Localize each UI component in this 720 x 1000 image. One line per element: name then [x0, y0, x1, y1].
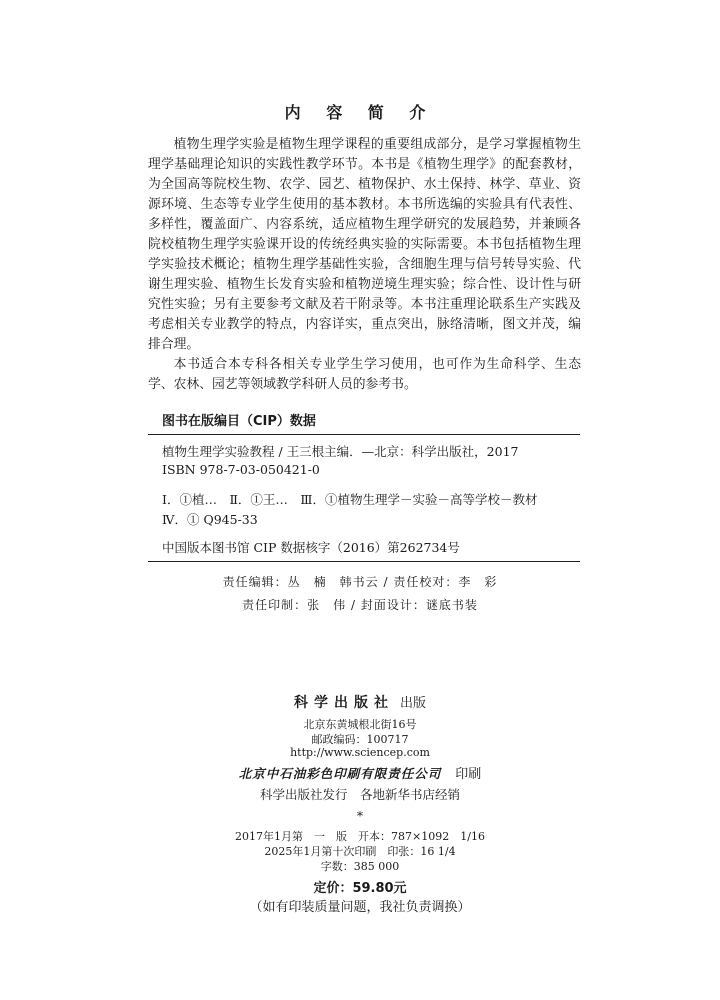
publisher-suffix: 出版 [399, 696, 426, 711]
cip-isbn-line: ISBN 978-7-03-050421-0 [162, 462, 320, 477]
intro-paragraph-1: 植物生理学实验是植物生理学课程的重要组成部分，是学习掌握植物生理学基础理论知识的实践性教学环节。本书是《植物生理学》的配套教材，为全国高等院校生物、农学、园艺、植物保护、水土保持、林学、草业、资源环境、生态等专业学生使用的基本教材。本书所选编的实验具有代表性、多样性，覆盖面广、内容系统，适应植物生理学研究的发展趋势，并兼顾各院校植物生理学实验课开设的传统经典实验的实际需要。本书包括植物生理学实验技术概论；植物生理学基础性实验，含细胞生理与信号转导实验、代谢生理实验、植物生长发育实验和植物逆境生理实验；综合性、设计性与研究性实验；另有主要参考文献及若干附录等。本书注重理论联系生产实践及考虑相关专业教学的特点，内容详实，重点突出，脉络清晰，图文并茂，编排合理。 [148, 137, 581, 352]
publisher-name: 科学出版社 [293, 695, 394, 711]
edition-line-1: 2017年1月第 一 版 开本：787×1092 1/16 [235, 830, 485, 843]
cip-top-rule [148, 434, 580, 435]
distribution-line: 科学出版社发行 各地新华书店经销 [259, 787, 460, 802]
publisher-website: http://www.sciencep.com [290, 746, 430, 759]
staff-line-2: 责任印制：张 伟 / 封面设计：谜底书装 [242, 598, 478, 612]
cip-heading: 图书在版编目（CIP）数据 [162, 414, 316, 429]
printer-suffix: 印刷 [455, 767, 482, 782]
edition-line-2: 2025年1月第十次印刷 印张：16 1/4 [264, 845, 456, 858]
cip-title-line: 植物生理学实验教程 / 王三根主编．—北京：科学出版社，2017 [162, 444, 519, 459]
printer-line [0, 763, 720, 782]
price-line: 定价：59.80元 [313, 881, 407, 896]
printer-name: 北京中石油彩色印刷有限责任公司 [238, 766, 442, 781]
staff-line-1: 责任编辑：丛 楠 韩书云 / 责任校对：李 彩 [222, 575, 498, 589]
page-title: 内 容 简 介 [284, 103, 436, 122]
cip-bottom-rule [148, 561, 580, 562]
cip-classification-line: Ⅳ．① Q945-33 [162, 512, 258, 527]
quality-note: （如有印装质量问题，我社负责调换） [249, 900, 471, 915]
intro-paragraph-2: 本书适合本专科各相关专业学生学习使用，也可作为生命科学、生态学、农林、园艺等领域教学科研人员的参考书。 [148, 357, 581, 392]
cip-subject-line: Ⅰ．①植… Ⅱ．①王… Ⅲ．①植物生理学－实验－高等学校－教材 [162, 492, 538, 507]
publisher-postcode: 邮政编码：100717 [311, 733, 409, 746]
cip-record-number-line: 中国版本图书馆 CIP 数据核字（2016）第262734号 [162, 540, 460, 555]
publisher-address: 北京东黄城根北街16号 [303, 718, 417, 731]
publisher-line [0, 692, 720, 712]
word-count: 字数：385 000 [320, 860, 400, 873]
intro-section [148, 135, 581, 395]
separator-asterisk: * [356, 808, 364, 823]
